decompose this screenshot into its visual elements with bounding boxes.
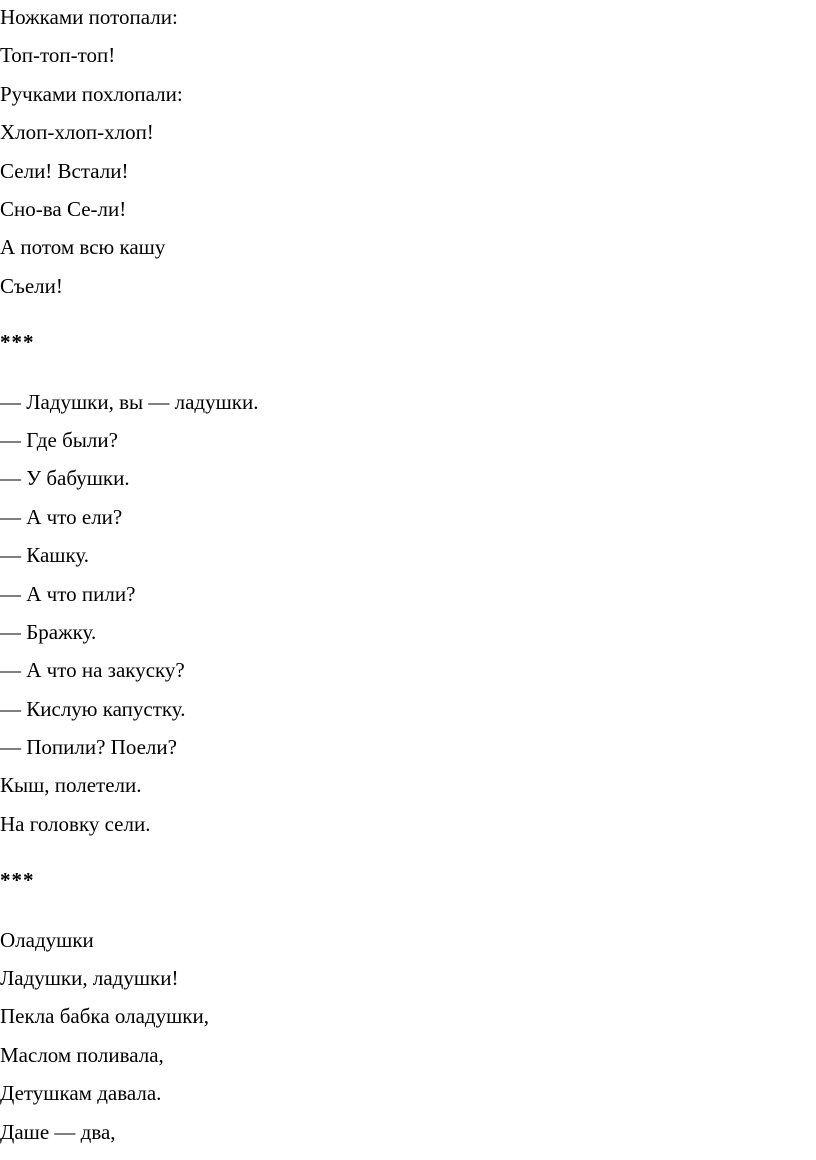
section-separator: *** <box>0 868 35 892</box>
poem1-line-6: Сно-ва Се-ли! <box>0 197 127 221</box>
poem3-line-3: Маслом поливала, <box>0 1043 164 1067</box>
poem2-line-6: — А что пили? <box>0 582 136 606</box>
poem1-line-8: Съели! <box>0 274 63 298</box>
poem2-line-12: На головку сели. <box>0 812 151 836</box>
poem3-line-1: Ладушки, ладушки! <box>0 966 179 990</box>
section-separator: *** <box>0 330 35 354</box>
poem2-line-3: — У бабушки. <box>0 466 130 490</box>
poem2-line-8: — А что на закуску? <box>0 658 185 682</box>
poem2-line-5: — Кашку. <box>0 543 90 567</box>
poem2-line-7: — Бражку. <box>0 620 97 644</box>
poem3-line-4: Детушкам давала. <box>0 1081 162 1105</box>
poem1-line-5: Сели! Встали! <box>0 159 129 183</box>
poem3-title: Оладушки <box>0 928 94 952</box>
poem1-line-3: Ручками похлопали: <box>0 82 183 106</box>
poem1-line-4: Хлоп-хлоп-хлоп! <box>0 120 154 144</box>
poem1-line-1: Ножками потопали: <box>0 5 178 29</box>
poem2-line-1: — Ладушки, вы — ладушки. <box>0 390 259 414</box>
poem2-line-11: Кыш, полетели. <box>0 773 142 797</box>
poem3-line-2: Пекла бабка оладушки, <box>0 1004 209 1028</box>
poem1-line-2: Топ-топ-топ! <box>0 43 116 67</box>
poem2-line-2: — Где были? <box>0 428 118 452</box>
poem2-line-9: — Кислую капустку. <box>0 697 186 721</box>
poem2-line-10: — Попили? Поели? <box>0 735 177 759</box>
poem2-line-4: — А что ели? <box>0 505 123 529</box>
poem3-line-5: Даше — два, <box>0 1120 116 1144</box>
poem1-line-7: А потом всю кашу <box>0 235 166 259</box>
